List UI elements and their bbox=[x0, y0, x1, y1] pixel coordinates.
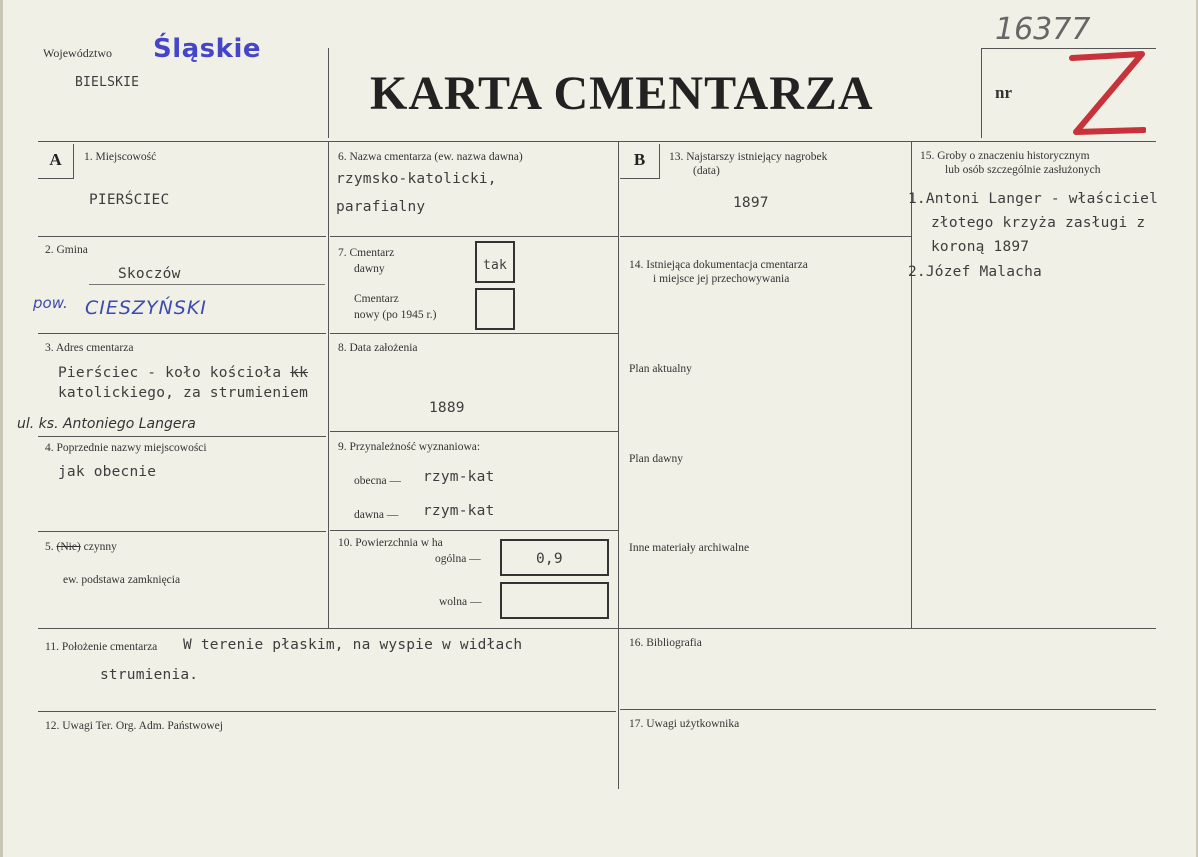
region-value: BIELSKIE bbox=[75, 75, 140, 90]
field-5-label: 5. (Nie) czynny bbox=[45, 541, 117, 553]
grid-h-m4 bbox=[330, 530, 618, 531]
nr-box-left bbox=[981, 48, 982, 138]
field-7-nowy-label-a: Cmentarz bbox=[354, 293, 399, 305]
grave-line-1: 1.Antoni Langer - właściciel bbox=[908, 191, 1159, 207]
plan-dawny-label: Plan dawny bbox=[629, 453, 683, 465]
nr-label: nr bbox=[995, 83, 1012, 102]
field-3-line2: katolickiego, za strumieniem bbox=[58, 385, 309, 401]
field-11-label: 11. Położenie cmentarza bbox=[45, 641, 158, 653]
header-divider-left bbox=[328, 48, 329, 138]
field-2-value: Skoczów bbox=[118, 266, 181, 282]
grid-h-bottom1 bbox=[38, 628, 1156, 629]
field-13-value: 1897 bbox=[733, 195, 769, 211]
field-4-label: 4. Poprzednie nazwy miejscowości bbox=[45, 442, 207, 454]
field-9-obecna-value: rzym-kat bbox=[423, 469, 495, 485]
grave-line-3: koroną 1897 bbox=[931, 239, 1030, 255]
field-3-struck: kk bbox=[290, 365, 309, 381]
grid-h-a2 bbox=[38, 333, 326, 334]
grid-h-a3 bbox=[38, 436, 326, 437]
nr-handwritten-z bbox=[1066, 48, 1146, 140]
field-11-line2: strumienia. bbox=[100, 667, 199, 683]
field-16-label: 16. Bibliografia bbox=[629, 637, 702, 649]
field-14-label-b: i miejsce jej przechowywania bbox=[653, 273, 790, 285]
grid-h-b1 bbox=[620, 236, 911, 237]
field-9-label: 9. Przynależność wyznaniowa: bbox=[338, 441, 481, 453]
field-5-sub-label: ew. podstawa zamknięcia bbox=[63, 574, 181, 586]
field-15-label-a: 15. Groby o znaczeniu historycznym bbox=[920, 150, 1090, 162]
grave-line-4: 2.Józef Malacha bbox=[908, 264, 1042, 280]
grid-v2 bbox=[618, 141, 619, 789]
field-4-value: jak obecnie bbox=[58, 464, 157, 480]
field-2-pow-value: CIESZYŃSKI bbox=[85, 297, 207, 319]
field-8-label: 8. Data założenia bbox=[338, 342, 418, 354]
field-1-label: 1. Miejscowość bbox=[84, 151, 157, 163]
field-6-line1: rzymsko-katolicki, bbox=[336, 171, 497, 187]
field-11-line1: W terenie płaskim, na wyspie w widłach bbox=[183, 637, 523, 653]
field-14-label-a: 14. Istniejąca dokumentacja cmentarza bbox=[629, 259, 808, 271]
field-10-ogolna-label: ogólna — bbox=[435, 553, 481, 565]
field-12-label: 12. Uwagi Ter. Org. Adm. Państwowej bbox=[45, 720, 223, 732]
grave-line-2: złotego krzyża zasługi z bbox=[931, 215, 1146, 231]
wojewodztwo-label: Województwo bbox=[43, 46, 113, 60]
grid-h-bottom2r bbox=[620, 709, 1156, 710]
field-3-label: 3. Adres cmentarza bbox=[45, 342, 134, 354]
field-10-ogolna-value: 0,9 bbox=[536, 551, 563, 567]
field-6-line2: parafialny bbox=[336, 199, 426, 215]
field-7-label-a: 7. Cmentarz bbox=[338, 247, 395, 259]
field-3-line1: Pierściec - koło kościoła kk bbox=[58, 365, 309, 381]
field-7-dawny-value: tak bbox=[483, 258, 508, 273]
field-3-handwritten: ul. ks. Antoniego Langera bbox=[17, 416, 196, 432]
grid-h-m1 bbox=[330, 236, 618, 237]
field-6-label: 6. Nazwa cmentarza (ew. nazwa dawna) bbox=[338, 151, 523, 163]
field-10-label: 10. Powierzchnia w ha bbox=[338, 537, 443, 549]
field-7-label-b: dawny bbox=[354, 263, 385, 275]
field-1-value: PIERŚCIEC bbox=[89, 192, 170, 208]
field-15-label-b: lub osób szczególnie zasłużonych bbox=[945, 164, 1101, 176]
grid-h-a4 bbox=[38, 531, 326, 532]
field-10-wolna-box bbox=[500, 582, 609, 619]
plan-aktualny-label: Plan aktualny bbox=[629, 363, 692, 375]
field-10-ogolna-box bbox=[500, 539, 609, 576]
field-9-dawna-label: dawna — bbox=[354, 509, 399, 521]
field-13-label-b: (data) bbox=[693, 165, 720, 177]
field-17-label: 17. Uwagi użytkownika bbox=[629, 718, 740, 730]
inne-materialy-label: Inne materiały archiwalne bbox=[629, 542, 750, 554]
field-7-dawny-box bbox=[475, 241, 515, 283]
archive-number: 16377 bbox=[995, 12, 1091, 47]
section-a-letter: A bbox=[38, 144, 74, 179]
grid-h-a1 bbox=[38, 236, 326, 237]
field-9-dawna-value: rzym-kat bbox=[423, 503, 495, 519]
field-7-nowy-label-b: nowy (po 1945 r.) bbox=[354, 309, 437, 321]
field-8-value: 1889 bbox=[429, 400, 465, 416]
grid-v3 bbox=[911, 141, 912, 629]
field-2-label: 2. Gmina bbox=[45, 244, 88, 256]
field-2-pow-label: pow. bbox=[33, 294, 68, 312]
field-7-nowy-box bbox=[475, 288, 515, 330]
grid-top-line bbox=[38, 141, 1156, 142]
wojewodztwo-stamp: Śląskie bbox=[153, 34, 261, 64]
field-10-wolna-label: wolna — bbox=[439, 596, 482, 608]
field-9-obecna-label: obecna — bbox=[354, 475, 401, 487]
grid-v1 bbox=[328, 141, 329, 629]
grid-h-bottom2l bbox=[38, 711, 616, 712]
grid-h-m2 bbox=[330, 333, 618, 334]
page-title: KARTA CMENTARZA bbox=[370, 67, 874, 120]
section-b-letter: B bbox=[620, 144, 660, 179]
grid-h-m3 bbox=[330, 431, 618, 432]
field-13-label-a: 13. Najstarszy istniejący nagrobek bbox=[669, 151, 828, 163]
